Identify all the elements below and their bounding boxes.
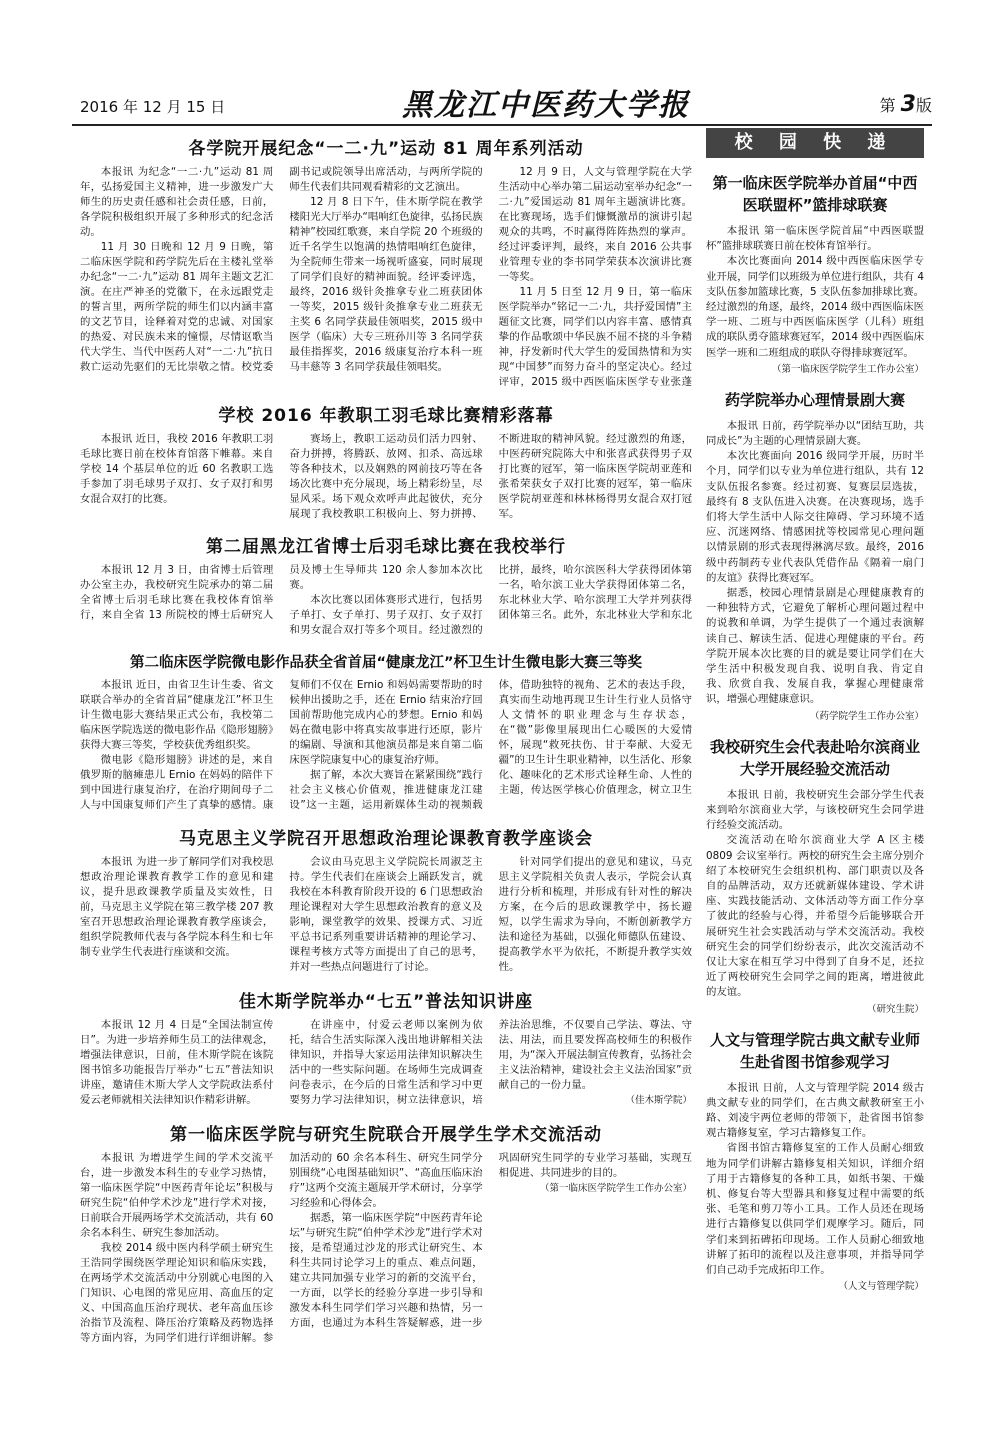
article-2 xyxy=(80,401,692,528)
article-title: 第二届黑龙江省博士后羽毛球比赛在我校举行 xyxy=(206,537,566,557)
paragraph: 11 月 30 日晚和 12 月 9 日晚，第二临床医学院和药学院先后在主楼礼堂举办纪念“一二·九”运动 81 周年主题文艺汇演。在庄严神圣的党徽下，在永远跟党走的誓言里，两所学院的师生们以内涵丰富的文艺节目，诠释着对党的忠诚、对国家的热爱、对民族未来的憧憬，尽情讴歌当代大学生、当代中医药人对“一二·九”抗日救亡运动先驱们的无比崇敬之情。校党委副书记或院领导出席活动，与两所学院的师生代表们共同观看精彩的文艺演出。 xyxy=(80,166,483,373)
sidebar-item-body xyxy=(706,419,924,708)
paragraph: 本报讯 为增进学生间的学术交流平台，进一步激发本科生的专业学习热情，第一临床医学院“中医药青年论坛”积极与研究生院“伯仲学术沙龙”进行学术对接，日前联合开展两场学术交流活动，共有 60 余名本科生、研究生参加活动。 xyxy=(80,1152,274,1239)
article-title: 第二临床医学院微电影作品获全省首届“健康龙江”杯卫生计生微电影大赛三等奖 xyxy=(129,655,643,671)
paragraph: 据悉，校园心理情景剧是心理健康教育的一种独特方式，它避免了解析心理问题过程中的说教和单调，为学生提供了一个通过表演解读自己、解读生活、促进心理健康的平台。药学院开展本次比赛的目的就是要让同学们在大学生活中积极发现自我、说明自我、肯定自我、欣赏自我、发展自我，掌握心理健康常识，增强心理健康意识。 xyxy=(706,587,924,706)
paragraph: 本次比赛面向 2014 级中西医临床医学专业开展，同学们以班级为单位进行组队，共有 4 支队伍参加篮球比赛，5 支队伍参加排球比赛。经过激烈的角逐，最终，2014 级中西医临床医学一班、二班与中西医临床医学（儿科）班组成的联队勇夺篮球赛冠军，2014 级中西医临床医学一班和二班组成的联队夺得排球赛冠军。 xyxy=(706,255,924,359)
article-1 xyxy=(80,134,692,397)
sidebar-item xyxy=(706,1029,924,1293)
article-source: （第一临床医学院学生工作办公室） xyxy=(539,1183,692,1194)
article-body xyxy=(80,563,692,647)
article-body xyxy=(80,678,692,820)
article-3 xyxy=(80,532,692,647)
paragraph: 11 月 5 日至 12 月 9 日，第一临床医学院举办“铭记一二·九，共抒爱国情”主题征文比赛，同学们以内容丰富、感情真挚的作品歌颂中华民族不屈不挠的斗争精神，抒发新时代大学生的爱国热情和为实现“中国梦”而努力奋斗的坚定决心。经过评审，2015 级中西医临床医学专业张蓬 xyxy=(498,286,692,388)
page-number: 第 3版 xyxy=(879,92,932,117)
paragraph: 本报讯 日前，我校研究生会部分学生代表来到哈尔滨商业大学，与该校研究生会同学进行经验交流活动。 xyxy=(706,788,924,832)
article-5 xyxy=(80,824,692,983)
article-title: 马克思主义学院召开思想政治理论课教育教学座谈会 xyxy=(179,829,593,849)
paragraph: 在讲座中，付爱云老师以案例为依托，结合生活实际深入浅出地讲解相关法律知识，并指导大家运用法律知识解决生活中的一些实际问题。在场师生完成调查问卷表示，在今后的日常生活和学习中更要努力学习法律知识，树立法律意识，培养法治思维，不仅要自己学法、尊法、守法、用法，而且要发挥高校师生的积极作用，为“深入开展法制宣传教育，弘扬社会主义法治精神，建设社会主义法治国家”贡献自己的一份力量。 xyxy=(289,1019,692,1106)
sidebar-item-source: （人文与管理学院） xyxy=(838,1281,924,1293)
paragraph: 交流活动在哈尔滨商业大学 A 区主楼 0809 会议室举行。两校的研究生会主席分别介绍了本校研究生会组织机构、部门职责以及各自的品牌活动，双方还就新媒体建设、学术讲座、实践技能活动、文体活动等方面工作分享了彼此的经验与心得，并希望今后能够联合开展研究生社会实践活动与学术交流活动。我校研究生会的同学们纷纷表示，此次交流活动不仅让大家在相互学习中得到了自身不足，还拉近了两校研究生会同学之间的距离，增进彼此的友谊。 xyxy=(706,834,924,999)
paragraph: 本报讯 日前，人文与管理学院 2014 级古典文献专业的同学们，在古典文献教研室王小路、刘凌宇两位老师的带领下，赴省图书馆参观古籍修复室，学习古籍修复工作。 xyxy=(706,1081,924,1140)
article-title: 学校 2016 年教职工羽毛球比赛精彩落幕 xyxy=(218,406,554,426)
article-6 xyxy=(80,987,692,1116)
sidebar-item xyxy=(706,172,924,375)
article-4 xyxy=(80,651,692,820)
paragraph: 本报讯 12 月 3 日，由省博士后管理办公室主办，我校研究生院承办的第二届全省博士后羽毛球比赛在我校体育馆举行，来自全省 13 所院校的博士后研究人员及博士生导师共 120 余人参加本次比赛。 xyxy=(80,564,483,621)
issue-date: 2016 年 12 月 15 日 xyxy=(80,98,226,116)
sidebar-item-source: （研究生院） xyxy=(866,1003,924,1015)
sidebar-item xyxy=(706,389,924,722)
main-articles xyxy=(80,134,692,1394)
article-body xyxy=(80,1151,692,1351)
article-body xyxy=(80,1018,692,1116)
paragraph: 本报讯 近日，我校 2016 年教职工羽毛球比赛日前在校体育馆落下帷幕。来自学校 14 个基层单位的近 60 名教职工选手参加了羽毛球男子双打、女子双打和男女混合双打的比赛。 xyxy=(80,433,274,505)
paragraph: 据了解，本次大赛旨在紧紧围绕“践行社会主义核心价值观，推进健康龙江建设”这一主题，运用新媒体生动的视频载体，借助独特的视角、艺术的表达手段，真实而生动地再现卫生计生行业人员恪守人文情怀的职业理念与生存状态，在“微”影像里展现出仁心暖医的大爱情怀，展现“救死扶伤、甘于奉献、大爱无疆”的卫生计生职业精神，以生活化、形象化、趣味化的艺术形式诠释生命、人性的主题，传达医学核心价值理念，树立卫生 xyxy=(289,679,692,811)
paragraph: 12 月 8 日下午，佳木斯学院在教学楼阳光大厅举办“唱响红色旋律，弘扬民族精神”校园红歌赛，来自学院 20 个班级的近千名学生以饱满的热情唱响红色旋律，为全院师生带来一场视听盛宴，同时展现了同学们良好的精神面貌。经评委评选，最终，2016 级针灸推拿专业二班获团体一等奖，2015 级针灸推拿专业二班获无主奖 6 名同学获最佳领唱奖，2015 级中医学（临床）大专三班孙川等 3 名同学获最佳指挥奖，2016 级康复治疗本科一班马丰慈等 3 名同学获最佳领唱奖。 xyxy=(289,196,483,373)
paragraph: 会议由马克思主义学院院长周淑芝主持。学生代表们在座谈会上踊跃发言，就我校在本科教育阶段开设的 6 门思想政治理论课程对大学生思想政治教育的意义及影响，课堂教学的效果、授课方式、习近平总书记系列重要讲话精神的理论学习、课程考核方式等方面提出了自己的思考，并对一些热点问题进行了讨论。 xyxy=(289,856,483,973)
paragraph: 本次比赛以团体赛形式进行，包括男子单打、女子单打、男子双打、女子双打和男女混合双打等多个项目。经过激烈的比拼，最终，哈尔滨医科大学获得团体第一名，哈尔滨工业大学获得团体第二名，东北林业大学、哈尔滨理工大学并列获得团体第三名。此外，东北林业大学和东北 xyxy=(289,564,692,636)
sidebar-item-title: 我校研究生会代表赴哈尔滨商业大学开展经验交流活动 xyxy=(709,737,920,778)
sidebar-item-title: 第一临床医学院举办首届“中西医联盟杯”篮排球联赛 xyxy=(712,174,918,214)
article-title: 第一临床医学院与研究生院联合开展学生学术交流活动 xyxy=(170,1125,602,1145)
sidebar-item-body xyxy=(706,224,924,361)
article-title: 各学院开展纪念“一二·九”运动 81 周年系列活动 xyxy=(188,139,584,159)
paragraph: 本报讯 近日，由省卫生计生委、省文联联合举办的全省首届“健康龙江”杯卫生计生微电影大赛结果正式公布，我校第二临床医学院选送的微电影作品《隐形翅膀》获得大赛三等奖，学校获优秀组织奖。 xyxy=(80,679,274,751)
page-header xyxy=(72,78,932,122)
header-rule xyxy=(72,124,932,126)
paragraph: 我校 2014 级中医内科学硕士研究生王浩同学围绕医学理论知识和临床实践，在两场学术交流活动中分别就心电图的入门知识、心电图的常见应用、高血压的定义、中国高血压治疗现状、老年高血压诊治指节及流程、降压治疗策略及药物选择等方面内容，为同学们进行详细讲解。参加活动的 60 余名本科生、研究生同学分别围绕“心电图基础知识”、“高血压临床治疗”这两个交流主题展开学术研讨，分享学习经验和心得体会。 xyxy=(80,1152,483,1344)
masthead-title: 黑龙江中医药大学报 xyxy=(402,88,690,123)
sidebar-item xyxy=(706,736,924,1015)
paragraph: 本报讯 第一临床医学院首届“中西医联盟杯”篮排球联赛日前在校体育馆举行。 xyxy=(706,225,924,253)
paragraph: 12 月 9 日，人文与管理学院在大学生活动中心举办第二届运动室举办纪念“一二·九”爱国运动 81 周年主题演讲比赛。在比赛现场，选手们慷慨激昂的演讲引起观众的共鸣，不时赢得阵阵热烈的掌声。经过评委评判，最终，来自 2016 公共事业管理专业的李书同学荣获本次演讲比赛一等奖。 xyxy=(498,166,692,283)
article-source: （佳木斯学院） xyxy=(625,1095,692,1106)
sidebar-item-body xyxy=(706,1081,924,1279)
paragraph: 本报讯 为纪念“一二·九”运动 81 周年，弘扬爱国主义精神，进一步激发广大师生的历史责任感和社会责任感，日前，各学院积极组织开展了多种形式的纪念活动。 xyxy=(80,166,274,238)
paragraph: 针对同学们提出的意见和建议，马克思主义学院相关负责人表示，学院会认真进行分析和梳理，并形成有针对性的解决方案，在今后的思政课教学中，扬长避短，以学生需求为导向，不断创新教学方法和途径为基础，以强化师德队伍建设、提高教学水平为依托，不断提升教学实效性。 xyxy=(498,856,692,973)
paragraph: 微电影《隐形翅膀》讲述的是，来自俄罗斯的脑瘫患儿 Ernio 在妈妈的陪伴下到中国进行康复治疗，在治疗期间母子二人与中国康复师们产生了真挚的感情。康复师们不仅在 Ernio 和妈妈需要帮助的时候伸出援助之手，还在 Ernio 结束治疗回国前帮助他完成内心的梦想。Ernio 和妈妈在微电影中将真实故事进行还原，影片的编剧、导演和其他演员都是来自第二临床医学院康复中心的康复治疗师。 xyxy=(80,679,483,811)
paragraph: 据悉，第一临床医学院“中医药青年论坛”与研究生院“伯仲学术沙龙”进行学术对接，是希望通过沙龙的形式让研究生、本科生共同讨论学习上的重点、难点问题，建立共同加强专业学习的新的交流平台，一方面，以学长的经验分享进一步引导和激发本科生同学们学习兴趣和热情，另一方面，也通过为本科生答疑解惑，进一步巩固研究生同学的专业学习基础，实现互相促进、共同进步的目的。 xyxy=(289,1152,692,1329)
paragraph: 省图书馆古籍修复室的工作人员耐心细致地为同学们讲解古籍修复相关知识，详细介绍了用于古籍修复的各种工具，如纸书架、干燥机、修复台等大型器具和修复过程中需要的纸张、毛笔和剪刀等小工具。工作人员还在现场进行古籍修复以供同学们观摩学习。随后，同学们来到拓碑拓印现场。工作人员耐心细致地讲解了拓印的流程以及注意事项，并指导同学们自己动手完成拓印工作。 xyxy=(706,1142,924,1276)
sidebar-item-title: 药学院举办心理情景剧大赛 xyxy=(724,390,905,409)
paragraph: 本次比赛面向 2016 级同学开展，历时半个月，同学们以专业为单位进行组队，共有 12 支队伍报名参赛。经过初赛、复赛层层选拔，最终有 8 支队伍进入决赛。在决赛现场，选手们将大学生活中人际交往障碍、学习环境不适应、沉迷网络、情感困扰等校园常见心理问题以情景剧的形式表现得淋漓尽致。最终，2016 级中药制药专业代表队凭借作品《隔着一扇门的友谊》获得比赛冠军。 xyxy=(706,450,924,584)
sidebar-section-title: 校 园 快 递 xyxy=(706,128,924,158)
paragraph: 本报讯 日前，药学院举办以“团结互助，共同成长”为主题的心理情景剧大赛。 xyxy=(706,419,924,448)
article-body xyxy=(80,432,692,528)
sidebar-item-source: （第一临床医学院学生工作办公室） xyxy=(771,363,924,375)
sidebar-item-body xyxy=(706,788,924,1001)
article-body xyxy=(80,855,692,983)
article-title: 佳木斯学院举办“七五”普法知识讲座 xyxy=(238,992,534,1012)
article-7 xyxy=(80,1120,692,1351)
paragraph: 本报讯 为进一步了解同学们对我校思想政治理论课教育教学工作的意见和建议，提升思政课教学质量及实效性，日前，马克思主义学院在第三教学楼 207 教室召开思想政治理论课教育教学座谈会，组织学院教师代表与各学院本科生和七年制专业学生代表进行座谈和交流。 xyxy=(80,856,274,958)
paragraph: 本报讯 12 月 4 日是“全国法制宣传日”。为进一步培养师生员工的法律观念，增强法律意识，日前，佳木斯学院在该院图书馆多功能报告厅举办“七五”普法知识讲座，邀请佳木斯大学人文学院政法系付爱云老师就相关法律知识作精彩讲解。 xyxy=(80,1019,274,1106)
sidebar-item-title: 人文与管理学院古典文献专业师生赴省图书馆参观学习 xyxy=(709,1030,920,1071)
article-body xyxy=(80,165,692,397)
sidebar-item-source: （药学院学生工作办公室） xyxy=(809,710,924,722)
sidebar-news xyxy=(706,128,924,1398)
paragraph: 赛场上，教职工运动员们活力四射、奋力拼搏，将腾跃、放网、扣杀、高远球等各种技术，以及娴熟的网前技巧等在各场次比赛中充分展现，场上精彩纷呈，尽显风采。场下观众欢呼声此起彼伏，充分展现了我校教职工积极向上、努力拼搏、不断进取的精神风貌。经过激烈的角逐，中医药研究院陈大中和张喜武获得男子双打比赛的冠军，第一临床医学院胡亚莲和张希荣获女子双打比赛的冠军，第一临床医学院胡亚莲和林林杨得男女混合双打冠军。 xyxy=(289,433,692,520)
